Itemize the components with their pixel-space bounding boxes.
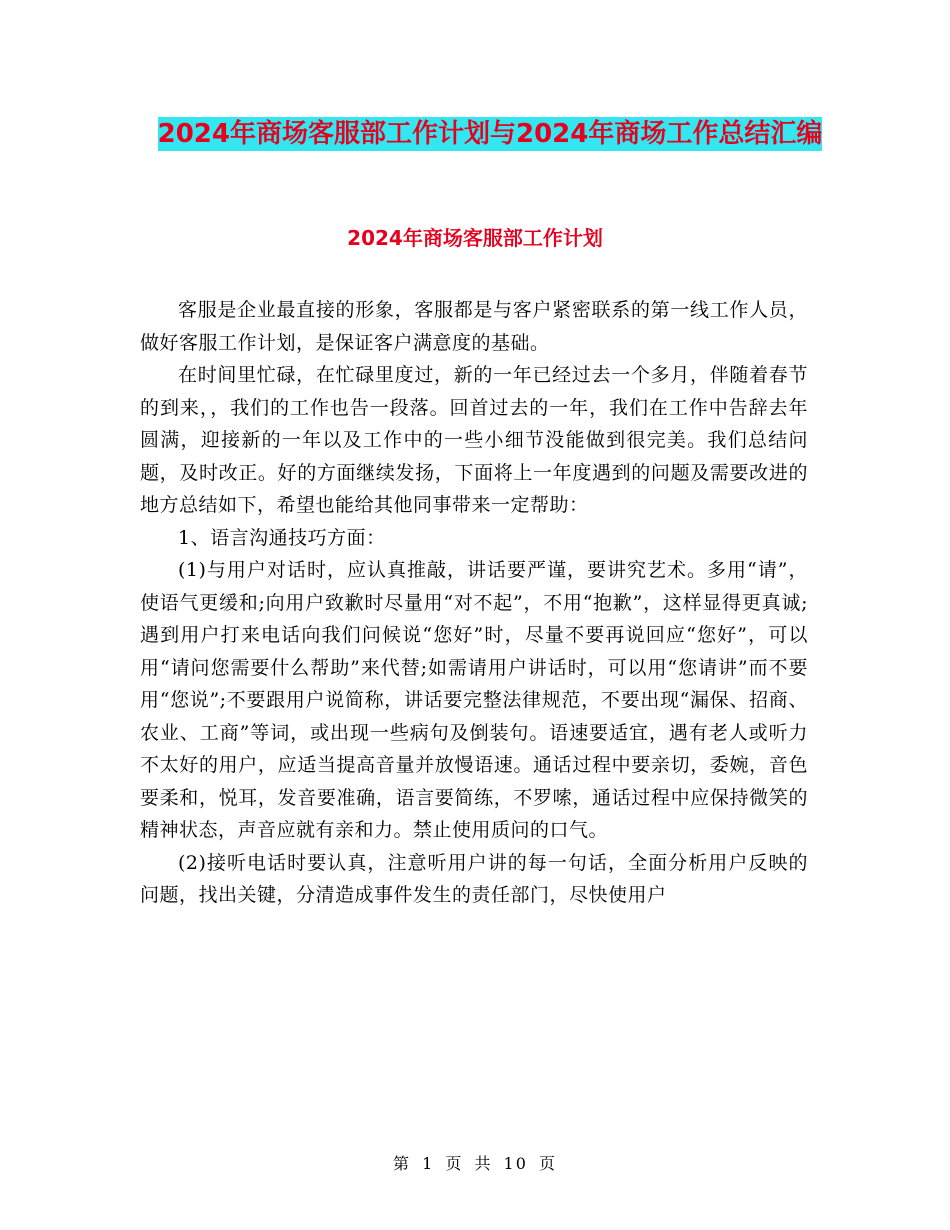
paragraph-review: 在时间里忙碌，在忙碌里度过，新的一年已经过去一个多月，伴随着春节的到来，，我们的工作也告一段落。回首过去的一年，我们在工作中告辞去年圆满，迎接新的一年以及工作中的一些小细节没能做到很完美。我们总结问题，及时改正。好的方面继续发扬，下面将上一年度遇到的问题及需要改进的地方总结如下，希望也能给其他同事带来一定帮助： [140,364,808,516]
section-title: 2024年商场客服部工作计划 [347,226,603,250]
paragraph-item-2: (2)接听电话时要认真，注意听用户讲的每一句话，全面分析用户反映的问题，找出关键，分清造成事件发生的责任部门，尽快使用户 [140,851,808,906]
document-title [140,113,840,156]
paragraph-intro: 客服是企业最直接的形象，客服都是与客户紧密联系的第一线工作人员，做好客服工作计划，是保证客户满意度的基础。 [140,299,808,354]
document-body [140,294,808,912]
paragraph-heading-1: 1、语言沟通技巧方面： [178,526,386,549]
paragraph-item-1: (1)与用户对话时，应认真推敲，讲话要严谨，要讲究艺术。多用“请”，使语气更缓和;向用户致歉时尽量用“对不起”，不用“抱歉”，这样显得更真诚;遇到用户打来电话向我们问候说“您好”时，尽量不要再说回应“您好”，可以用“请问您需要什么帮助”来代替;如需请用户讲话时，可以用“您请讲”而不要用“您说”;不要跟用户说简称，讲话要完整法律规范，不要出现“漏保、招商、农业、工商”等词，或出现一些病句及倒装句。语速要适宜，遇有老人或听力不太好的用户，应适当提高音量并放慢语速。通话过程中要亲切，委婉，音色要柔和，悦耳，发音要准确，语言要简练，不罗嗦，通话过程中应保持微笑的精神状态，声音应就有亲和力。禁止使用质问的口气。 [140,559,808,841]
page-footer: 第 1 页 共 10 页 [393,1154,557,1173]
document-title-highlight: 2024年商场客服部工作计划与2024年商场工作总结汇编 [157,119,823,149]
